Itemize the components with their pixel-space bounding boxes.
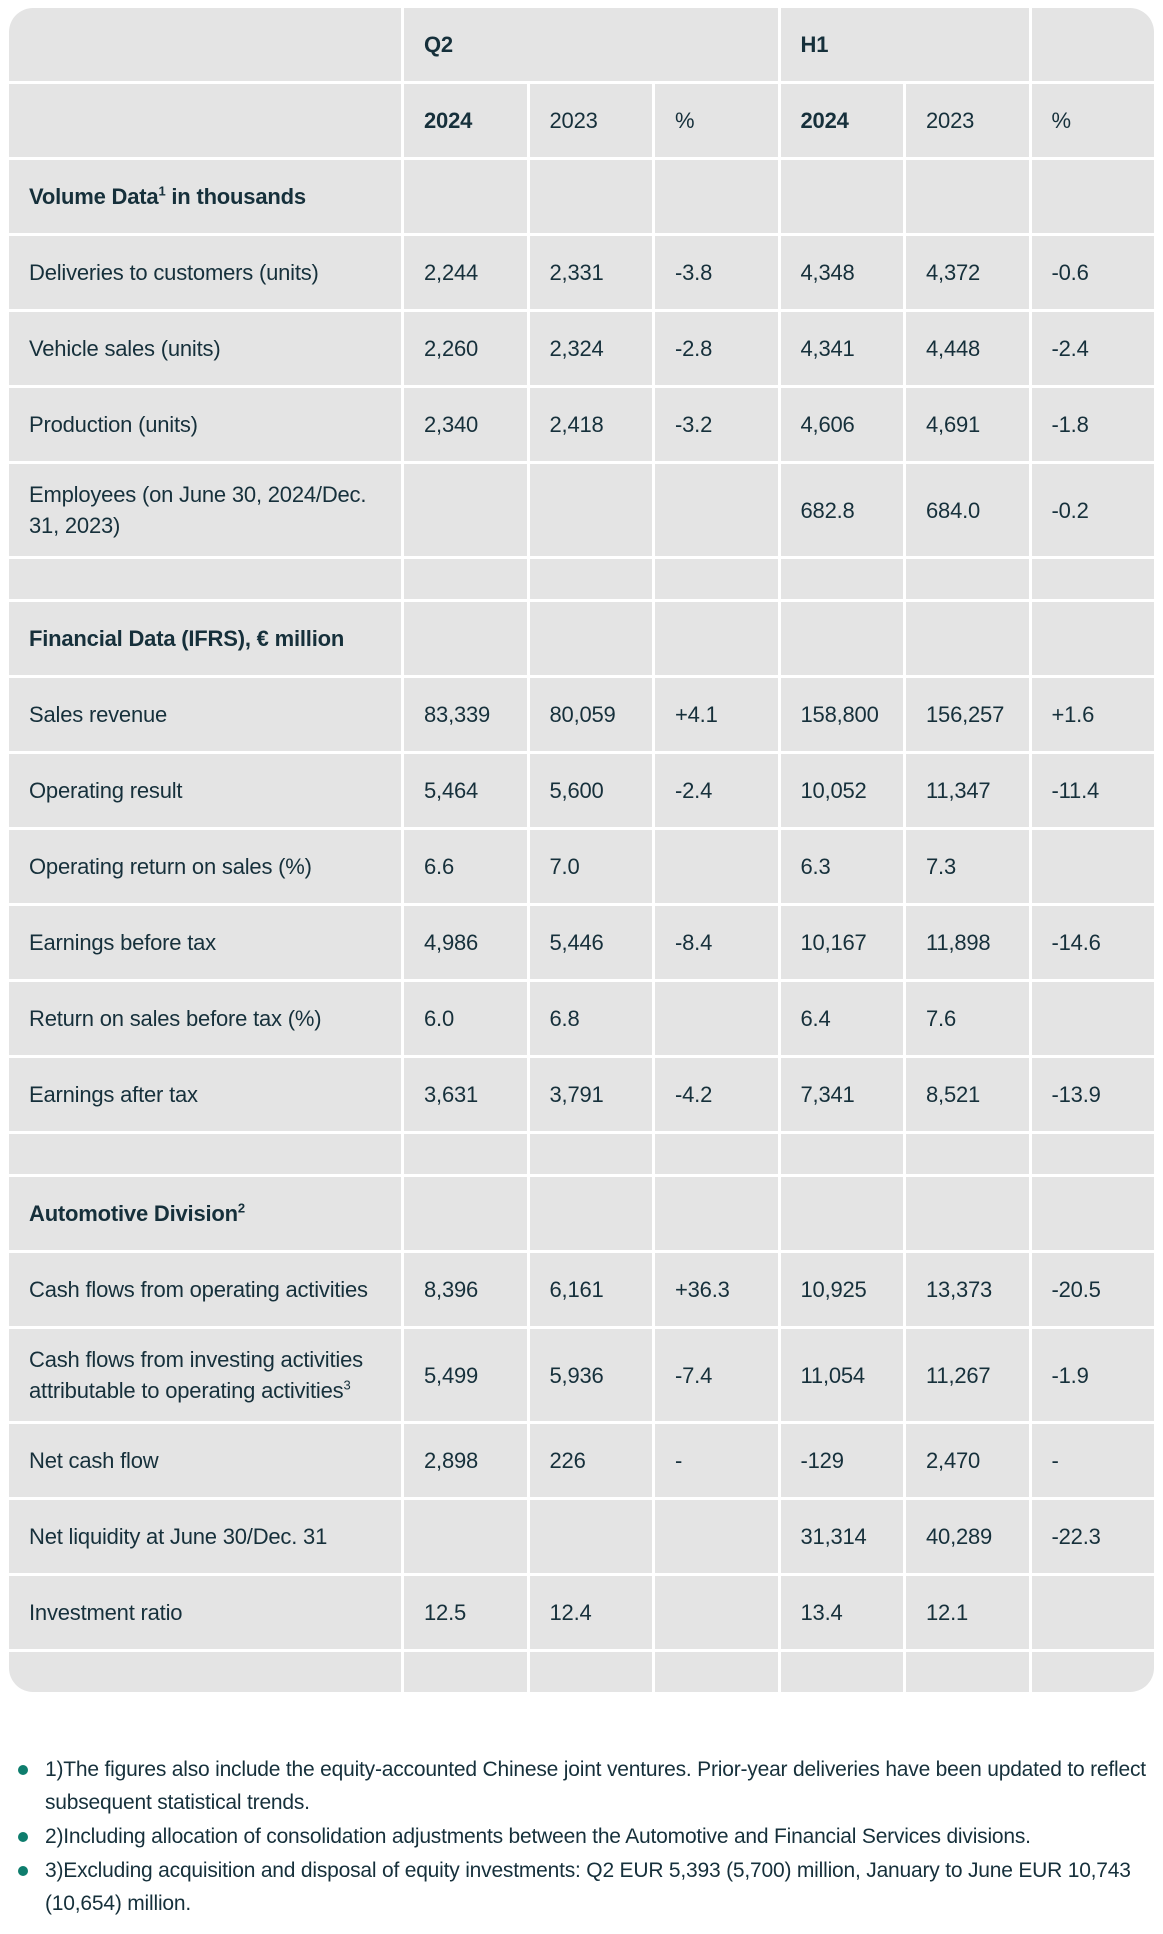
footnote-text: 2)Including allocation of consolidation adjustments between the Automotive and Financial Services divisions.: [45, 1825, 1031, 1848]
row-label: Automotive Division: [29, 1201, 238, 1226]
row-label-cell: [9, 1058, 401, 1131]
value-cell: [655, 1500, 778, 1573]
table-row: [9, 982, 1154, 1055]
value-cell: [906, 602, 1029, 675]
value-cell: 4,448: [906, 312, 1029, 385]
footnote-ref: 1: [158, 183, 166, 199]
value-cell: [1032, 1177, 1155, 1250]
value-cell: 5,446: [530, 906, 653, 979]
value-cell: 4,691: [906, 388, 1029, 461]
percent-col-header-h1: %: [1032, 84, 1155, 157]
table-row: [9, 1500, 1154, 1573]
spacer-row: [9, 1134, 1154, 1174]
row-label: Production (units): [29, 412, 198, 437]
value-cell: [906, 160, 1029, 233]
row-label: Financial Data (IFRS), € million: [29, 626, 345, 651]
value-cell: [404, 602, 527, 675]
row-label-cell: [9, 1576, 401, 1649]
value-cell: [655, 559, 778, 599]
value-cell: 11,054: [781, 1329, 904, 1421]
value-cell: [655, 160, 778, 233]
value-cell: [404, 559, 527, 599]
value-cell: 11,267: [906, 1329, 1029, 1421]
value-cell: [655, 1652, 778, 1692]
value-cell: -4.2: [655, 1058, 778, 1131]
value-cell: 2,260: [404, 312, 527, 385]
row-label-cell: [9, 559, 401, 599]
section-header-row: [9, 602, 1154, 675]
q2-header-cell: Q2: [404, 8, 778, 81]
value-cell: [530, 602, 653, 675]
value-cell: -2.4: [1032, 312, 1155, 385]
value-cell: [1032, 602, 1155, 675]
value-cell: 12.5: [404, 1576, 527, 1649]
row-label: Earnings before tax: [29, 930, 216, 955]
value-cell: 4,986: [404, 906, 527, 979]
value-cell: 11,898: [906, 906, 1029, 979]
value-cell: [781, 1134, 904, 1174]
table-row: [9, 236, 1154, 309]
value-cell: 5,600: [530, 754, 653, 827]
value-cell: -1.9: [1032, 1329, 1155, 1421]
spacer-row: [9, 1652, 1154, 1692]
value-cell: 40,289: [906, 1500, 1029, 1573]
value-cell: 8,521: [906, 1058, 1029, 1131]
row-label-suffix: in thousands: [165, 184, 306, 209]
value-cell: [655, 982, 778, 1055]
table-row: [9, 1253, 1154, 1326]
value-cell: 3,631: [404, 1058, 527, 1131]
value-cell: [781, 160, 904, 233]
key-figures-table: [6, 5, 1157, 1695]
year-header-row: [9, 84, 1154, 157]
row-label-cell: [9, 678, 401, 751]
value-cell: -14.6: [1032, 906, 1155, 979]
value-cell: [906, 1177, 1029, 1250]
value-cell: [906, 559, 1029, 599]
value-cell: 10,925: [781, 1253, 904, 1326]
row-label-cell: [9, 602, 401, 675]
row-label: Net liquidity at June 30/Dec. 31: [29, 1524, 328, 1549]
value-cell: -0.6: [1032, 236, 1155, 309]
value-cell: [404, 1500, 527, 1573]
row-label: Investment ratio: [29, 1600, 183, 1625]
row-label: Operating return on sales (%): [29, 854, 312, 879]
value-cell: 4,341: [781, 312, 904, 385]
value-cell: 6.0: [404, 982, 527, 1055]
value-cell: 11,347: [906, 754, 1029, 827]
row-label-cell: [9, 754, 401, 827]
value-cell: +1.6: [1032, 678, 1155, 751]
row-label: Vehicle sales (units): [29, 336, 221, 361]
row-label-cell: [9, 1652, 401, 1692]
value-cell: [781, 1177, 904, 1250]
value-cell: [530, 1652, 653, 1692]
value-cell: 5,464: [404, 754, 527, 827]
value-cell: 12.4: [530, 1576, 653, 1649]
value-cell: 8,396: [404, 1253, 527, 1326]
value-cell: 7.0: [530, 830, 653, 903]
value-cell: [1032, 1652, 1155, 1692]
value-cell: [781, 559, 904, 599]
value-cell: 6.6: [404, 830, 527, 903]
value-cell: 226: [530, 1424, 653, 1497]
row-label: Deliveries to customers (units): [29, 260, 319, 285]
row-label-cell: [9, 312, 401, 385]
value-cell: 12.1: [906, 1576, 1029, 1649]
value-cell: 5,499: [404, 1329, 527, 1421]
row-label-cell: [9, 982, 401, 1055]
value-cell: 156,257: [906, 678, 1029, 751]
value-cell: [781, 1652, 904, 1692]
value-cell: [1032, 982, 1155, 1055]
value-cell: 83,339: [404, 678, 527, 751]
value-cell: -3.2: [655, 388, 778, 461]
value-cell: -: [655, 1424, 778, 1497]
blank-cell: [9, 84, 401, 157]
value-cell: 6.3: [781, 830, 904, 903]
percent-col-header-q2: %: [655, 84, 778, 157]
footnote-item: [18, 1820, 1154, 1853]
footnote-ref: 2: [237, 1200, 245, 1216]
value-cell: 158,800: [781, 678, 904, 751]
bullet-icon: [18, 1866, 28, 1876]
value-cell: 2,470: [906, 1424, 1029, 1497]
row-label: Net cash flow: [29, 1448, 159, 1473]
value-cell: [655, 1177, 778, 1250]
value-cell: -8.4: [655, 906, 778, 979]
footnote-ref: 3: [343, 1377, 351, 1393]
value-cell: 7.3: [906, 830, 1029, 903]
row-label: Cash flows from operating activities: [29, 1277, 368, 1302]
value-cell: [404, 1177, 527, 1250]
table-row: [9, 464, 1154, 556]
corner-blank-cell: [9, 8, 401, 81]
value-cell: [404, 1134, 527, 1174]
footnote-item: [18, 1854, 1154, 1920]
row-label-cell: [9, 388, 401, 461]
value-cell: 682.8: [781, 464, 904, 556]
value-cell: 3,791: [530, 1058, 653, 1131]
value-cell: -2.4: [655, 754, 778, 827]
footnotes-list: [18, 1753, 1154, 1920]
value-cell: -7.4: [655, 1329, 778, 1421]
value-cell: +36.3: [655, 1253, 778, 1326]
value-cell: [1032, 1134, 1155, 1174]
value-cell: -129: [781, 1424, 904, 1497]
row-label-cell: [9, 1134, 401, 1174]
year-col-header-q2-2024: 2024: [404, 84, 527, 157]
table-row: [9, 1576, 1154, 1649]
section-header-row: [9, 1177, 1154, 1250]
value-cell: [404, 1652, 527, 1692]
value-cell: [655, 830, 778, 903]
value-cell: [906, 1652, 1029, 1692]
value-cell: [1032, 559, 1155, 599]
value-cell: [1032, 830, 1155, 903]
value-cell: -20.5: [1032, 1253, 1155, 1326]
value-cell: 2,340: [404, 388, 527, 461]
value-cell: 4,372: [906, 236, 1029, 309]
value-cell: 31,314: [781, 1500, 904, 1573]
value-cell: -0.2: [1032, 464, 1155, 556]
blank-header-cell: [1032, 8, 1155, 81]
value-cell: -22.3: [1032, 1500, 1155, 1573]
value-cell: [655, 464, 778, 556]
row-label-cell: [9, 1177, 401, 1250]
value-cell: [404, 464, 527, 556]
value-cell: 4,606: [781, 388, 904, 461]
row-label: Cash flows from investing activities attributable to operating activities: [29, 1347, 363, 1403]
value-cell: [906, 1134, 1029, 1174]
h1-header-cell: H1: [781, 8, 1029, 81]
value-cell: 6.8: [530, 982, 653, 1055]
value-cell: 80,059: [530, 678, 653, 751]
value-cell: 2,418: [530, 388, 653, 461]
value-cell: -2.8: [655, 312, 778, 385]
table-row: [9, 906, 1154, 979]
value-cell: [530, 464, 653, 556]
value-cell: 5,936: [530, 1329, 653, 1421]
value-cell: [655, 602, 778, 675]
value-cell: [655, 1576, 778, 1649]
value-cell: -3.8: [655, 236, 778, 309]
row-label: Employees (on June 30, 2024/Dec. 31, 2023): [29, 482, 367, 538]
table-row: [9, 1058, 1154, 1131]
value-cell: 2,324: [530, 312, 653, 385]
table-row: [9, 754, 1154, 827]
row-label-cell: [9, 1329, 401, 1421]
value-cell: 2,898: [404, 1424, 527, 1497]
period-header-row: [9, 8, 1154, 81]
value-cell: 2,244: [404, 236, 527, 309]
value-cell: 4,348: [781, 236, 904, 309]
row-label-cell: [9, 236, 401, 309]
value-cell: 2,331: [530, 236, 653, 309]
table-row: [9, 388, 1154, 461]
value-cell: 10,167: [781, 906, 904, 979]
row-label: Return on sales before tax (%): [29, 1006, 322, 1031]
row-label-cell: [9, 830, 401, 903]
value-cell: 6.4: [781, 982, 904, 1055]
value-cell: 13,373: [906, 1253, 1029, 1326]
footnote-text: 3)Excluding acquisition and disposal of equity investments: Q2 EUR 5,393 (5,700) million, January to June EUR 10,743 (10,654) million.: [45, 1859, 1131, 1915]
row-label-cell: [9, 1424, 401, 1497]
section-header-row: [9, 160, 1154, 233]
value-cell: 6,161: [530, 1253, 653, 1326]
row-label: Earnings after tax: [29, 1082, 198, 1107]
value-cell: [655, 1134, 778, 1174]
year-col-header-h1-2023: 2023: [906, 84, 1029, 157]
row-label-cell: [9, 1253, 401, 1326]
value-cell: [530, 559, 653, 599]
value-cell: [1032, 1576, 1155, 1649]
table-row: [9, 1329, 1154, 1421]
table-row: [9, 1424, 1154, 1497]
year-col-header-q2-2023: 2023: [530, 84, 653, 157]
table-row: [9, 312, 1154, 385]
value-cell: [530, 1177, 653, 1250]
value-cell: [404, 160, 527, 233]
value-cell: 684.0: [906, 464, 1029, 556]
row-label-cell: [9, 464, 401, 556]
table-row: [9, 830, 1154, 903]
value-cell: [530, 1500, 653, 1573]
value-cell: 10,052: [781, 754, 904, 827]
value-cell: 7.6: [906, 982, 1029, 1055]
value-cell: -11.4: [1032, 754, 1155, 827]
bullet-icon: [18, 1832, 28, 1842]
spacer-row: [9, 559, 1154, 599]
value-cell: [1032, 160, 1155, 233]
table-row: [9, 678, 1154, 751]
bullet-icon: [18, 1765, 28, 1775]
value-cell: -: [1032, 1424, 1155, 1497]
value-cell: [530, 160, 653, 233]
row-label: Volume Data: [29, 184, 159, 209]
value-cell: 13.4: [781, 1576, 904, 1649]
row-label-cell: [9, 906, 401, 979]
footnote-text: 1)The figures also include the equity-accounted Chinese joint ventures. Prior-year deliveries have been updated to reflect subsequent statistical trends.: [45, 1758, 1146, 1814]
value-cell: -1.8: [1032, 388, 1155, 461]
value-cell: +4.1: [655, 678, 778, 751]
footnote-item: [18, 1753, 1154, 1819]
value-cell: 7,341: [781, 1058, 904, 1131]
row-label-cell: [9, 1500, 401, 1573]
value-cell: [530, 1134, 653, 1174]
value-cell: -13.9: [1032, 1058, 1155, 1131]
row-label-cell: [9, 160, 401, 233]
row-label: Sales revenue: [29, 702, 168, 727]
row-label: Operating result: [29, 778, 183, 803]
year-col-header-h1-2024: 2024: [781, 84, 904, 157]
value-cell: [781, 602, 904, 675]
